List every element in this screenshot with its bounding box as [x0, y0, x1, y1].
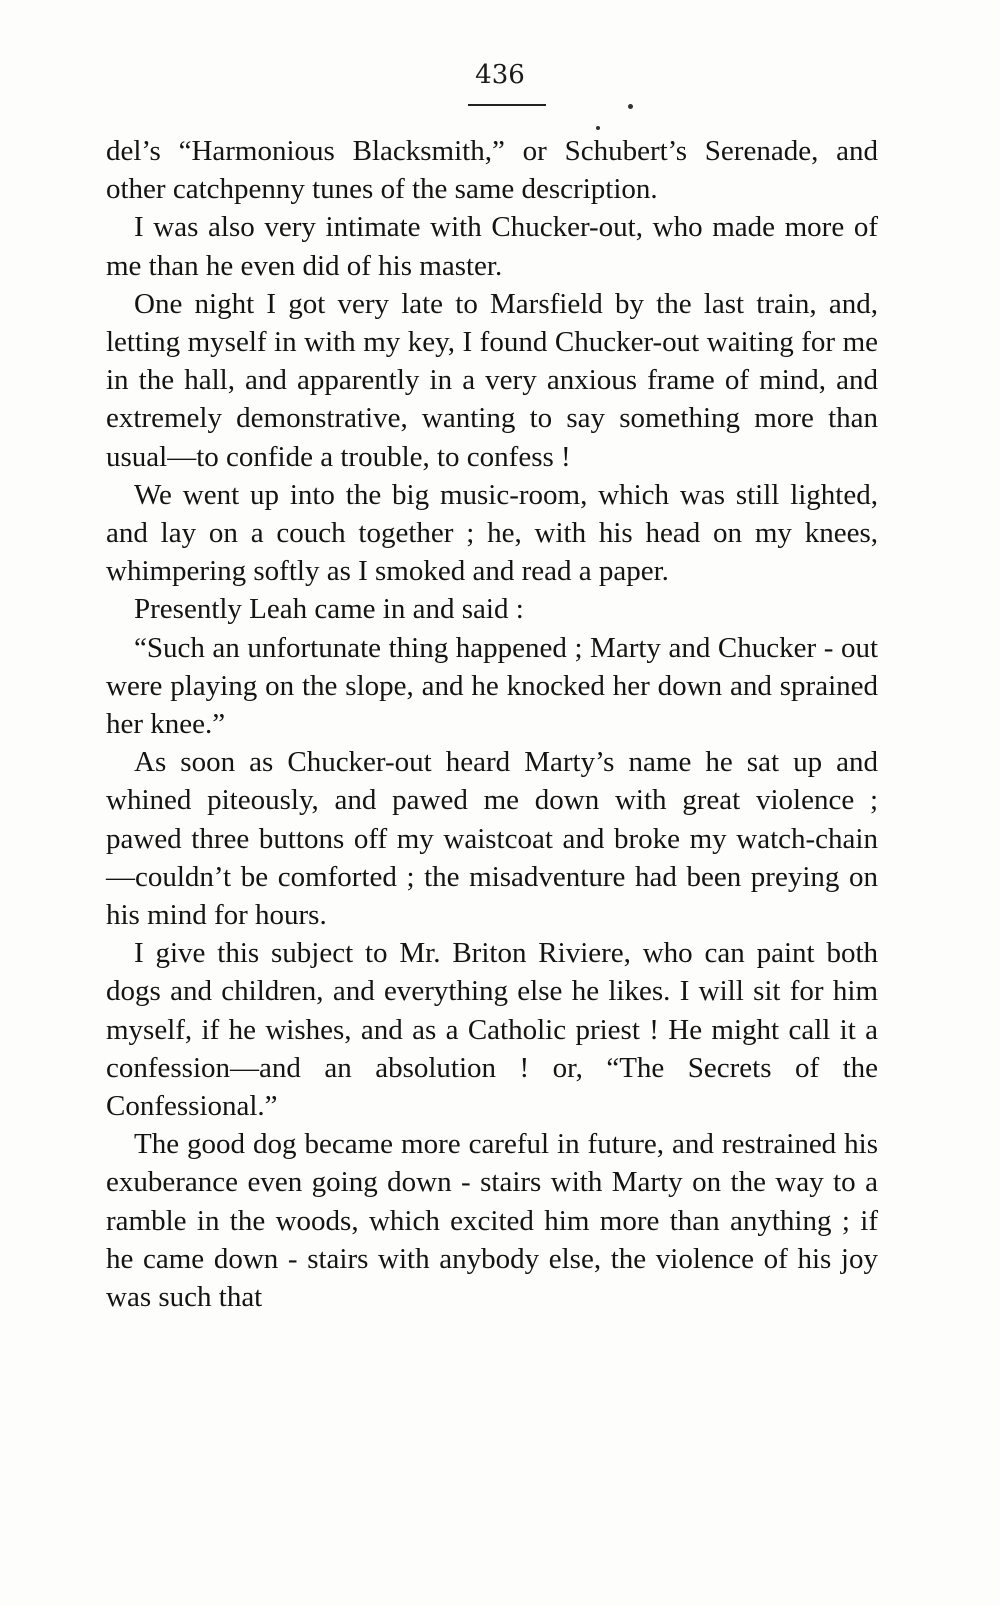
ink-speck: [628, 104, 633, 109]
ink-speck: [596, 126, 600, 130]
paragraph: Presently Leah came in and said :: [134, 593, 524, 626]
header-rule: [468, 104, 546, 106]
paragraph: “Such an unfortunate thing happened ; Marty and Chucker - out were playing on the slope, and he knocked her down and sprained her knee.”: [106, 631, 878, 741]
paragraph: I give this subject to Mr. Briton Riviere, who can paint both dogs and children, and everything else he likes. I will sit for him myself, if he wishes, and as a Catholic priest ! He might call it a confession—and an absolution ! or, “The Secrets of the Confessional.”: [106, 937, 878, 1123]
body-text: [106, 132, 878, 1316]
paragraph: del’s “Harmonious Blacksmith,” or Schubert’s Serenade, and other catchpenny tunes of the same description.: [106, 135, 878, 206]
paragraph: One night I got very late to Marsfield by the last train, and, letting myself in with my key, I found Chucker-out waiting for me in the hall, and apparently in a very anxious frame of mind, and extremely demonstrative, wanting to say something more than usual—to confide a trouble, to confess !: [106, 287, 878, 473]
paragraph: As soon as Chucker-out heard Marty’s name he sat up and whined piteously, and pawed me down with great violence ; pawed three buttons off my waistcoat and broke my watch-chain—couldn’t be comforted ; the misadventure had been preying on his mind for hours.: [106, 746, 878, 932]
paragraph: I was also very intimate with Chucker-out, who made more of me than he even did of his master.: [106, 211, 878, 282]
page-number: 436: [475, 60, 525, 90]
paragraph: The good dog became more careful in future, and restrained his exuberance even going down - stairs with Marty on the way to a ramble in the woods, which excited him more than anything ; if he came down - stairs with anybody else, the violence of his joy was such that: [106, 1128, 878, 1314]
paragraph: We went up into the big music-room, which was still lighted, and lay on a couch together ; he, with his head on my knees, whimpering softly as I smoked and read a paper.: [106, 478, 878, 588]
